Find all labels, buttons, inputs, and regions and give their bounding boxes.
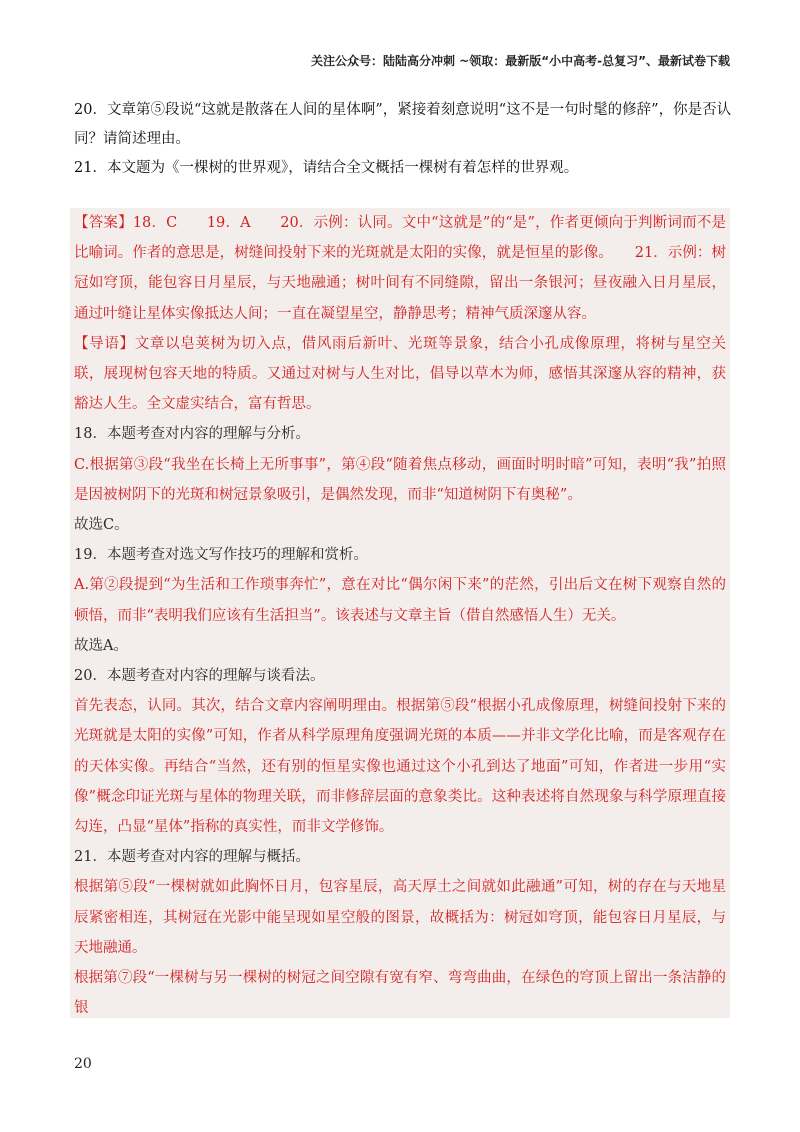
answer-key: 【答案】18．C 19．A 20．示例：认同。文中“这就是”的“是”，作者更倾向于判断词而不是比喻词。作者的意思是，树缝间投射下来的光斑就是太阳的实像，就是恒星的影像。 21．示例：树冠如穹顶，能包容日月星辰，与天地融通；树叶间有不同缝隙，留出一条银河；昼夜融入日月星辰，通过叶缝让星体实像抵达人间；一直在凝望星空，静静思考；精神气质深邃从容。: [74, 215, 726, 322]
q21-explanation-2: 根据第⑦段“一棵树与另一棵树的树冠之间空隙有宽有窄、弯弯曲曲，在绿色的穹顶上留出一条洁静的银: [74, 970, 726, 1017]
q19-conclusion: 故选A。: [74, 637, 128, 654]
page-header: 关注公众号：陆陆高分冲刺 ~领取：最新版“小中高考-总复习”、最新试卷下载: [311, 54, 730, 68]
q18-explanation: C.根据第③段“我坐在长椅上无所事事”，第④段“随着焦点移动，画面时明时暗”可知，表明“我”拍照是因被树阴下的光斑和树冠景象吸引，是偶然发现，而非“知道树阴下有奥秘”。: [74, 456, 726, 503]
q19-explanation: A.第②段提到“为生活和工作琐事奔忙”，意在对比“偶尔闲下来”的茫然，引出后文在树下观察自然的顿悟，而非“表明我们应该有生活担当”。该表述与文章主旨（借自然感悟人生）无关。: [74, 577, 726, 624]
q19-title: 19．本题考查对选文写作技巧的理解和赏析。: [74, 547, 368, 564]
q18-conclusion: 故选C。: [74, 517, 129, 534]
question-21: 21．本文题为《一棵树的世界观》，请结合全文概括一棵树有着怎样的世界观。: [74, 160, 579, 176]
questions-section: [74, 96, 734, 183]
q20-explanation: 首先表态，认同。其次，结合文章内容阐明理由。根据第⑤段“根据小孔成像原理，树缝间投射下来的光斑就是太阳的实像”可知，作者从科学原理角度强调光斑的本质——并非文学化比喻，而是客观存在的天体实像。再结合“当然，还有别的恒星实像也通过这个小孔到达了地面”可知，作者进一步用“实像”概念印证光斑与星体的物理关联，而非修辞层面的意象类比。这种表述将自然现象与科学原理直接勾连，凸显“星体”指称的真实性，而非文学修饰。: [74, 698, 726, 836]
q18-title: 18．本题考查对内容的理解与分析。: [74, 426, 310, 443]
q21-explanation-1: 根据第⑤段“一棵树就如此胸怀日月，包容星辰，高天厚土之间就如此融通”可知，树的存在与天地星辰紧密相连，其树冠在光影中能呈现如星空般的图景，故概括为：树冠如穹顶，能包容日月星辰，与天地融通。: [74, 879, 726, 956]
q20-title: 20．本题考查对内容的理解与谈看法。: [74, 668, 325, 685]
page-number: 20: [74, 1056, 92, 1072]
answer-panel: [70, 208, 730, 1018]
guide-text: 【导语】文章以皂荚树为切入点，借风雨后新叶、光斑等景象，结合小孔成像原理，将树与星空关联，展现树包容天地的特质。又通过对树与人生对比，倡导以草木为师，感悟其深邃从容的精神，获豁达人生。全文虚实结合，富有哲思。: [74, 335, 726, 413]
question-20: 20．文章第⑤段说“这就是散落在人间的星体啊”，紧接着刻意说明“这不是一句时髦的修辞”，你是否认同？请简述理由。: [74, 102, 732, 147]
q21-title: 21．本题考查对内容的理解与概括。: [74, 849, 310, 866]
